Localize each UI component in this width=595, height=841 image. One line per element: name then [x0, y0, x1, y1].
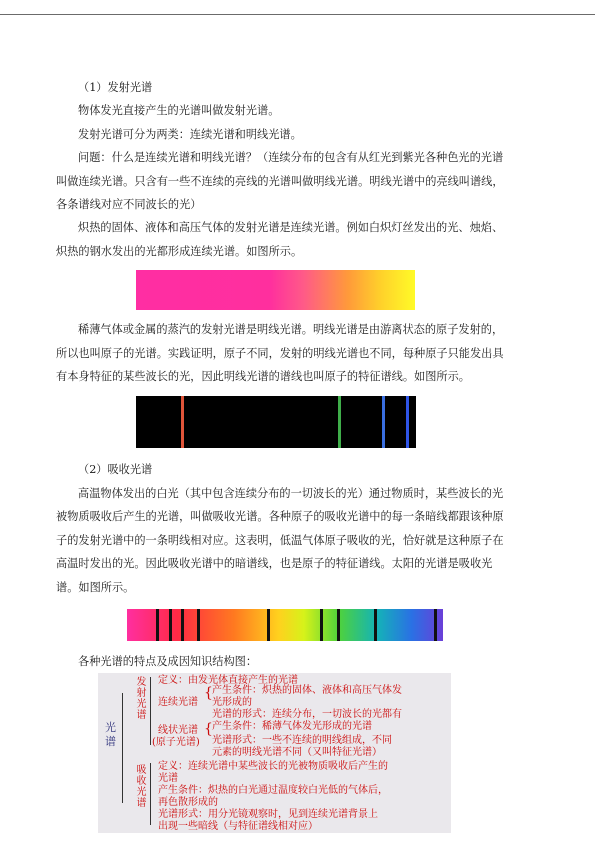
- absorption-dark-line: [320, 609, 323, 641]
- absorption-dark-line: [181, 609, 184, 641]
- absorption-spectrum-image: [127, 609, 443, 641]
- line-alias: (原子光谱): [152, 737, 200, 749]
- paragraph: 炽热的钢水发出的光都形成连续光谱。如图所示。: [56, 244, 303, 258]
- absorption-dark-line: [337, 609, 340, 641]
- paragraph: 子的发射光谱中的一条明线相对应。这表明，低温气体原子吸收的光，恰好就是这种原子在: [56, 533, 504, 547]
- emission-line: [338, 396, 341, 448]
- paragraph: 有本身特征的某些波长的光，因此明线光谱的谱线也叫原子的特征谱线。如图所示。: [56, 370, 470, 384]
- question-line: 问题：什么是连续光谱和明线光谱？（连续分布的包含有从红光到紫光各种色光的光谱: [78, 151, 504, 165]
- line-brace: {: [204, 721, 213, 738]
- line-form-cont: 元素的明线光谱不同（又叫特征光谱）: [212, 747, 382, 759]
- paragraph: 所以也叫原子的光谱。实践证明，原子不同，发射的明线光谱也不同，每种原子只能发出具: [56, 346, 504, 360]
- question-line: 叫做连续光谱。只含有一些不连续的亮线的光谱叫做明线光谱。明线光谱中的亮线叫谱线，: [56, 174, 504, 188]
- question-line: 各条谱线对应不同波长的光）: [56, 198, 202, 212]
- absorption-form-cont: 出现一些暗线（与特征谱线相对应）: [158, 821, 318, 833]
- diagram-branch-emission: 发射光谱: [136, 677, 147, 722]
- absorption-dark-line: [169, 609, 172, 641]
- absorption-condition: 产生条件：炽热的白光通过温度较白光低的气体后，: [158, 785, 388, 797]
- document-body: [56, 76, 536, 833]
- absorption-bracket: [150, 763, 151, 825]
- knowledge-structure-diagram: [98, 673, 451, 833]
- paragraph: 被物质吸收后产生的光谱，叫做吸收光谱。各种原子的吸收光谱中的每一条暗线都跟该种原: [56, 510, 504, 524]
- diagram-root: 光谱: [105, 721, 116, 749]
- heading-emission: （1）发射光谱: [78, 81, 153, 94]
- emission-line: [382, 396, 385, 448]
- root-bracket: [122, 693, 123, 803]
- absorption-dark-line: [156, 609, 159, 641]
- absorption-dark-line: [267, 609, 270, 641]
- absorption-dark-line: [197, 609, 200, 641]
- line-title: 线状光谱: [158, 725, 198, 737]
- paragraph: 高温物体发出的白光（其中包含连续分布的一切波长的光）通过物质时，某些波长的光: [78, 486, 504, 500]
- emission-line: [181, 396, 184, 448]
- absorption-dark-line: [374, 609, 377, 641]
- absorption-condition-cont: 再色散形成的: [158, 797, 218, 809]
- emission-line: [406, 396, 409, 448]
- continuous-condition: 产生条件：炽热的固体、液体和高压气体发: [212, 685, 402, 697]
- continuous-condition-cont: 光形成的: [212, 697, 252, 709]
- continuous-spectrum-image: [136, 270, 415, 310]
- emission-bracket: [150, 677, 151, 745]
- continuous-form: 光谱的形式：连续分布，一切波长的光都有: [212, 709, 402, 721]
- absorption-definition: 定义：连续光谱中某些波长的光被物质吸收后产生的: [158, 761, 388, 773]
- line-condition: 产生条件：稀薄气体发光形成的光谱: [212, 721, 372, 733]
- line-spectrum-image: [136, 396, 416, 448]
- paragraph: 发射光谱可分为两类：连续光谱和明线光谱。: [78, 127, 302, 141]
- paragraph: 炽热的固体、液体和高压气体的发射光谱是连续光谱。例如白炽灯丝发出的光、烛焰、: [78, 221, 504, 235]
- paragraph: 谱。如图所示。: [56, 580, 135, 594]
- absorption-form: 光谱形式：用分光镜观察时，见到连续光谱背景上: [158, 809, 378, 821]
- absorption-dark-line: [434, 609, 437, 641]
- line-form: 光谱形式：一些不连续的明线组成，不同: [212, 735, 392, 747]
- paragraph: 稀薄气体或金属的蒸汽的发射光谱是明线光谱。明线光谱是由游离状态的原子发射的，: [78, 323, 504, 337]
- continuous-brace: {: [204, 685, 213, 702]
- paragraph: 物体发光直接产生的光谱叫做发射光谱。: [78, 104, 280, 118]
- diagram-intro: 各种光谱的特点及成因知识结构图：: [78, 654, 258, 668]
- continuous-title: 连续光谱: [158, 697, 198, 709]
- paragraph: 高温时发出的光。因此吸收光谱中的暗谱线，也是原子的特征谱线。太阳的光谱是吸收光: [56, 557, 493, 571]
- diagram-branch-absorption: 吸收光谱: [136, 765, 147, 810]
- absorption-definition-cont: 光谱: [158, 773, 178, 785]
- header-rule: [0, 14, 595, 15]
- emission-definition: 定义：由发光体直接产生的光谱: [158, 675, 298, 687]
- heading-absorption: （2）吸收光谱: [78, 463, 153, 477]
